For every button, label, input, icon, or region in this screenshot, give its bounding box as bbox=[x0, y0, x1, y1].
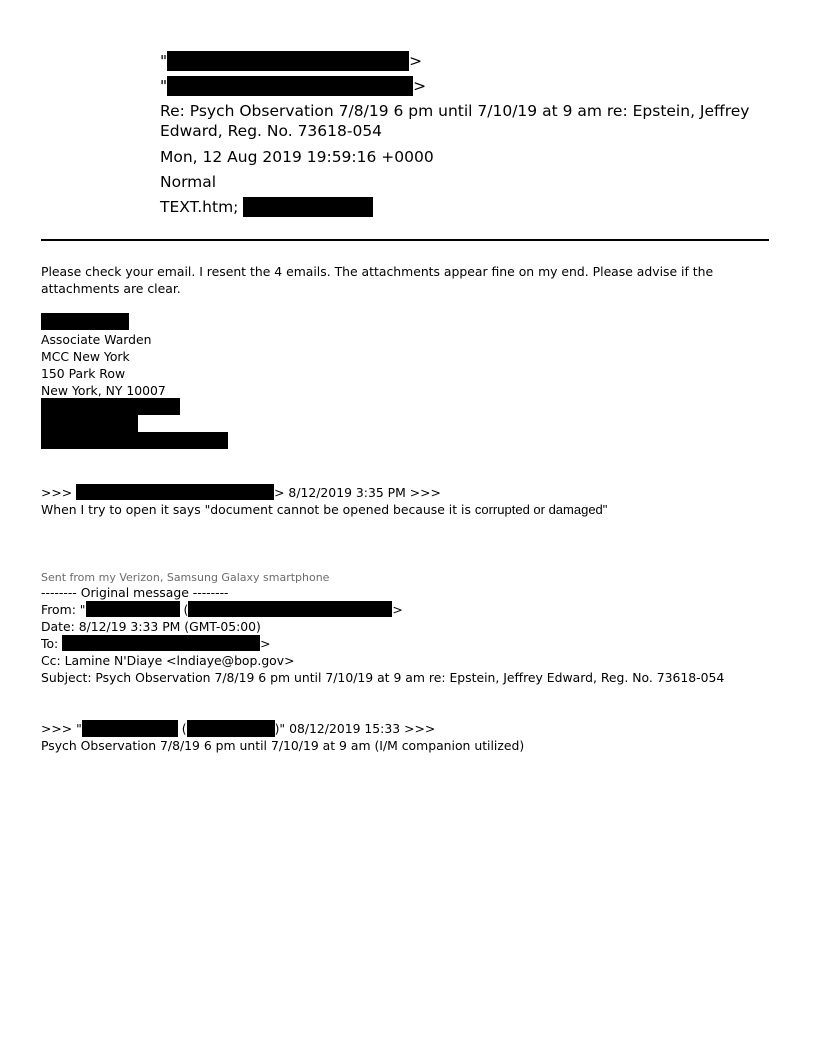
message-body: Please check your email. I resent the 4 emails. The attachments appear fine on my end. Please advise if the attachments are clear. bbox=[41, 264, 714, 296]
redaction-block bbox=[41, 313, 129, 330]
redaction-block bbox=[76, 484, 274, 500]
reply-header: >>> > 8/12/2019 3:35 PM >>> bbox=[41, 485, 441, 500]
header-divider bbox=[41, 239, 769, 241]
subject-value: Re: Psych Observation 7/8/19 6 pm until 7/10/19 at 9 am re: Epstein, Jeffrey Edward, Reg. No. 73618-054 bbox=[160, 102, 750, 140]
redaction-block bbox=[187, 720, 275, 737]
redaction-block bbox=[41, 432, 228, 449]
reply2-header: >>> " ( )" 08/12/2019 15:33 >>> bbox=[41, 721, 436, 736]
date-value: Mon, 12 Aug 2019 19:59:16 +0000 bbox=[160, 148, 434, 166]
redaction-block bbox=[167, 51, 409, 71]
redaction-block bbox=[62, 635, 260, 651]
original-message-divider: -------- Original message -------- bbox=[41, 585, 229, 600]
original-from-line: From: " ( > bbox=[41, 602, 403, 617]
redaction-block bbox=[167, 76, 413, 96]
reply2-body: Psych Observation 7/8/19 6 pm until 7/10/19 at 9 am (I/M companion utilized) bbox=[41, 738, 525, 753]
original-cc-line: Cc: Lamine N'Diaye <lndiaye@bop.gov> bbox=[41, 653, 295, 668]
to-value: " > bbox=[160, 77, 427, 95]
sent-from-line: Sent from my Verizon, Samsung Galaxy smartphone bbox=[41, 571, 330, 584]
original-date-line: Date: 8/12/19 3:33 PM (GMT-05:00) bbox=[41, 619, 261, 634]
redaction-block bbox=[41, 398, 180, 415]
redaction-block bbox=[41, 415, 138, 432]
attachments-value bbox=[160, 197, 373, 217]
redaction-block bbox=[188, 601, 392, 617]
attachment-link[interactable]: TEXT.htm; bbox=[160, 198, 239, 216]
redaction-block bbox=[82, 720, 178, 737]
redaction-block bbox=[86, 601, 180, 617]
original-to-line: To: > bbox=[41, 636, 271, 651]
signature-street: 150 Park Row bbox=[41, 366, 126, 381]
original-subject-line: Subject: Psych Observation 7/8/19 6 pm until 7/10/19 at 9 am re: Epstein, Jeffrey Edward, Reg. No. 73618-054 bbox=[41, 670, 725, 685]
reply-body: When I try to open it says "document cannot be opened because it is corrupted or damaged" bbox=[41, 502, 608, 517]
signature-city: New York, NY 10007 bbox=[41, 383, 166, 398]
from-value: " > bbox=[160, 52, 423, 70]
importance-value: Normal bbox=[160, 173, 217, 191]
redaction-block bbox=[243, 197, 373, 217]
signature-title: Associate Warden bbox=[41, 332, 152, 347]
signature-org: MCC New York bbox=[41, 349, 130, 364]
